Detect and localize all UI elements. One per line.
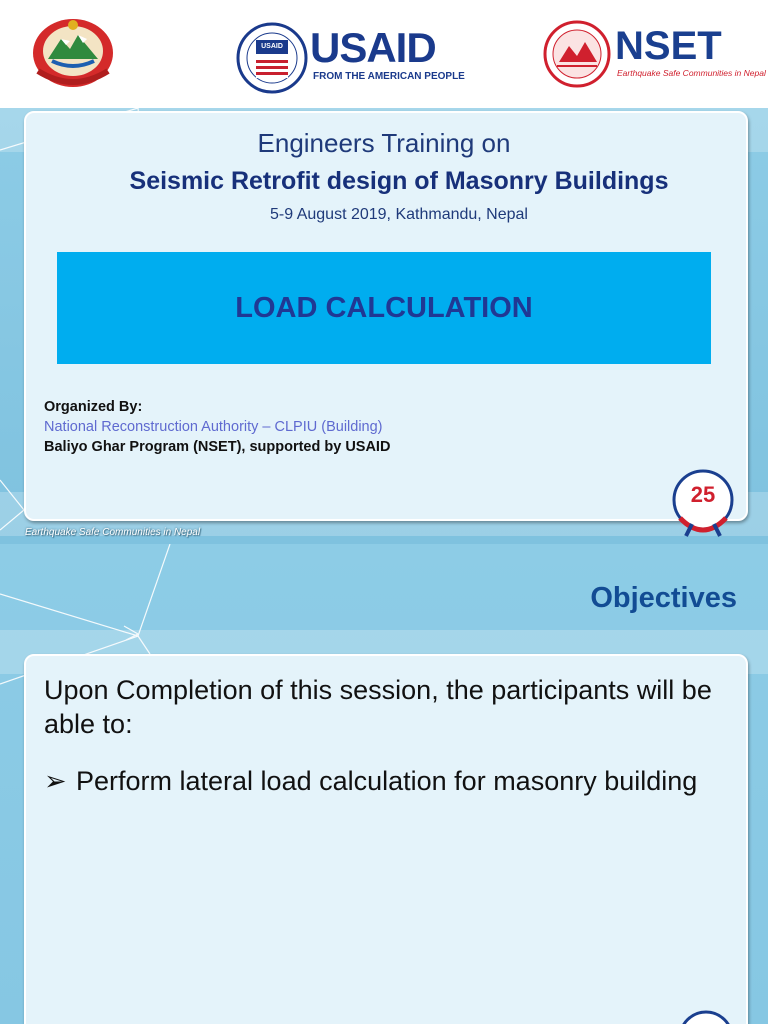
organizers-block xyxy=(44,397,394,457)
objective-bullet xyxy=(44,764,724,798)
badge-number: 25 xyxy=(690,482,716,507)
section-title: LOAD CALCULATION xyxy=(235,291,533,324)
objectives-title: Objectives xyxy=(590,582,737,614)
organized-by-label: Organized By: xyxy=(44,399,143,415)
nset-logo xyxy=(543,20,766,92)
nepal-emblem-icon xyxy=(26,11,120,92)
bullet-arrow-icon: ➢ xyxy=(44,766,67,796)
footer-tagline: Earthquake Safe Communities in Nepal xyxy=(25,527,201,538)
anniversary-badge-partial xyxy=(676,1010,736,1024)
objectives-intro: Upon Completion of this session, the participants will be able to: xyxy=(44,675,712,739)
anniversary-badge xyxy=(670,468,736,538)
course-title: Seismic Retrofit design of Masonry Buildings xyxy=(129,167,669,195)
organizer-nset: Baliyo Ghar Program (NSET), supported by USAID xyxy=(44,439,391,455)
date-location: 5-9 August 2019, Kathmandu, Nepal xyxy=(270,206,528,223)
usaid-wordmark: USAID xyxy=(310,24,436,71)
anniversary-badge-icon xyxy=(676,1010,736,1024)
objective-text: Perform lateral load calculation for masonry building xyxy=(76,766,698,796)
usaid-logo xyxy=(236,22,468,94)
nepal-emblem-logo xyxy=(26,11,120,92)
organizer-nra: National Reconstruction Authority – CLPIU (Building) xyxy=(44,419,383,435)
training-heading: Engineers Training on xyxy=(257,128,511,158)
section-title-box xyxy=(57,252,711,364)
nset-tagline: Earthquake Safe Communities in Nepal xyxy=(617,68,766,78)
usaid-tagline: FROM THE AMERICAN PEOPLE xyxy=(313,71,465,82)
usaid-seal-text: USAID xyxy=(261,43,283,50)
nset-seal-icon xyxy=(543,20,613,90)
nset-wordmark: NSET xyxy=(615,24,722,68)
